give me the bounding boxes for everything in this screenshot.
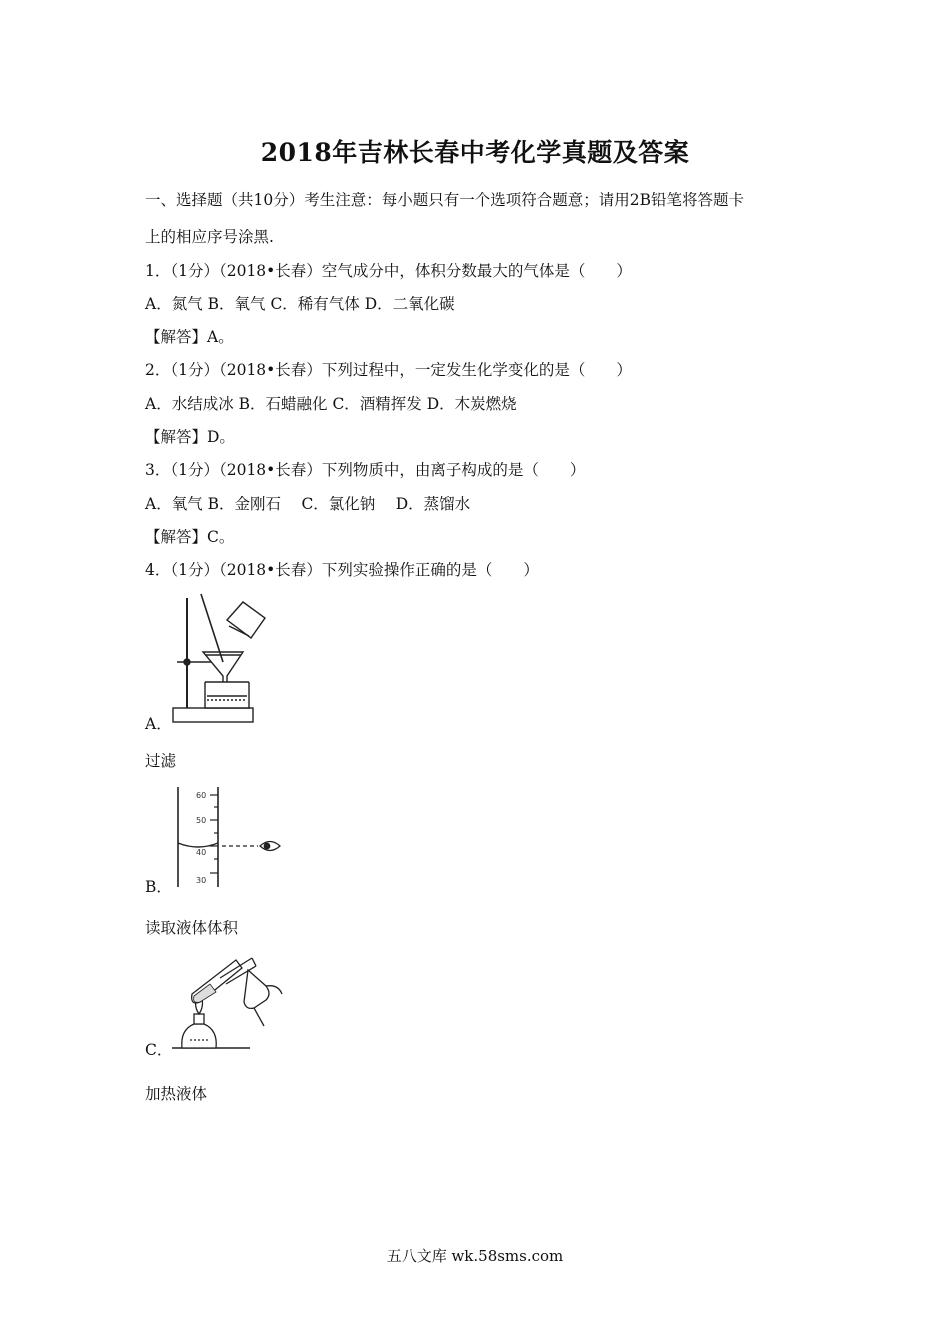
- question-3-options: A．氧气 B．金刚石 C．氯化钠 D．蒸馏水: [145, 495, 471, 513]
- question-4-option-a-caption: 过滤: [145, 752, 177, 770]
- scale-label-60: 60: [196, 791, 207, 800]
- section-intro-line2: 上的相应序号涂黑.: [145, 228, 274, 246]
- question-2-stem: 2．（1分）（2018•长春）下列过程中，一定发生化学变化的是（ ）: [145, 361, 632, 379]
- question-2-answer: 【解答】D。: [145, 428, 235, 446]
- question-4-stem: 4．（1分）（2018•长春）下列实验操作正确的是（ ）: [145, 561, 539, 579]
- test-tube-heating-icon: [170, 948, 290, 1054]
- scale-label-40: 40: [196, 848, 207, 857]
- scale-label-30: 30: [196, 876, 207, 885]
- question-2-options: A．水结成冰 B．石蜡融化 C．酒精挥发 D．木炭燃烧: [145, 395, 517, 413]
- question-4-option-c-caption: 加热液体: [145, 1085, 208, 1103]
- section-intro-line1: 一、选择题（共10分）考生注意：每小题只有一个选项符合题意；请用2B铅笔将答题卡: [145, 191, 744, 209]
- question-3-answer: 【解答】C。: [145, 528, 235, 546]
- footer-watermark: 五八文库 wk.58sms.com: [386, 1247, 564, 1265]
- question-1-answer: 【解答】A。: [145, 328, 234, 346]
- scale-label-50: 50: [196, 816, 207, 825]
- graduated-cylinder-icon: [170, 783, 290, 891]
- filtration-apparatus-icon: [165, 590, 275, 730]
- question-4-option-a-letter: A．: [145, 715, 172, 733]
- question-4-option-b-caption: 读取液体体积: [145, 919, 239, 937]
- question-1-stem: 1．（1分）（2018•长春）空气成分中，体积分数最大的气体是（ ）: [145, 262, 632, 280]
- question-4-option-c-letter: C．: [145, 1041, 173, 1059]
- question-4-option-b-letter: B．: [145, 878, 172, 896]
- question-1-options: A．氮气 B．氧气 C．稀有气体 D．二氧化碳: [145, 295, 455, 313]
- page-title: 2018年吉林长春中考化学真题及答案: [260, 138, 690, 167]
- question-3-stem: 3．（1分）（2018•长春）下列物质中，由离子构成的是（ ）: [145, 461, 586, 479]
